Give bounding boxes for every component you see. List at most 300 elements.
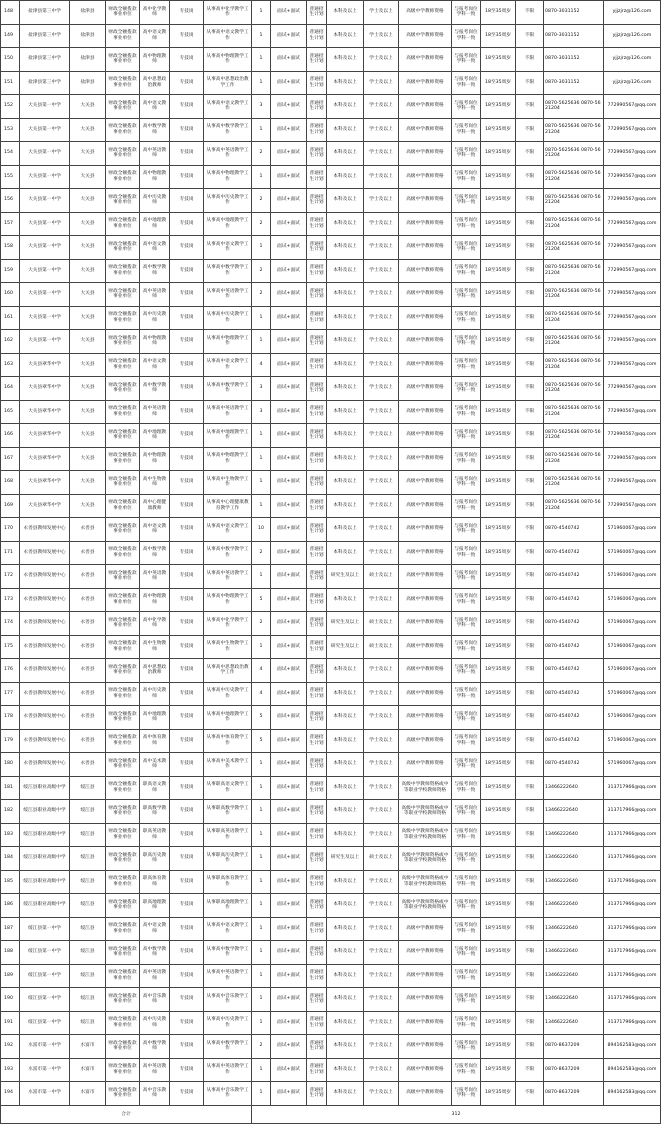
county-cell: 永善县 [70,659,106,683]
degree-cell: 学士及以上 [364,353,399,377]
qualification-cell: 高级中学教师资格 [399,24,452,48]
position-name-cell: 高中地理教师 [140,212,170,236]
phone-cell: 0870-4540742 [544,659,604,683]
other-requirements-cell: 不限 [516,659,544,683]
education-cell: 本科及以上 [327,1011,364,1035]
job-description-cell: 从事高中物理教学工作 [204,588,252,612]
position-name-cell: 高中音乐教师 [140,1082,170,1106]
position-name-cell: 高中化学教师 [140,1,170,25]
phone-cell: 0870-5625636 0870-5621204 [544,494,604,518]
qualification-cell: 高级中学教师资格 [399,729,452,753]
major-cell: 与报考岗位学科一致 [452,800,481,824]
table-row [1,165,661,189]
email-cell: 313717966@qq.com [604,917,661,941]
qualification-cell: 高级中学教师资格 [399,941,452,965]
exam-method-cell: 面试+面试 [271,659,307,683]
position-type-cell: 专技岗 [170,870,204,894]
major-cell: 与报考岗位学科一致 [452,776,481,800]
position-name-cell: 高中语文教师 [140,24,170,48]
table-row [1,330,661,354]
qualification-cell: 高级中学教师资格或中等职业学校教师资格 [399,847,452,871]
phone-cell: 0870-5625636 0870-5621204 [544,471,604,495]
unit-type-cell: 财政全额拨款事业单位 [106,212,140,236]
county-cell: 大关县 [70,118,106,142]
age-cell: 18至35周岁 [481,447,516,471]
job-description-cell: 从事高中英语教学工作 [204,565,252,589]
phone-cell: 0870-5625636 0870-5621204 [544,353,604,377]
position-name-cell: 高中语文教师 [140,236,170,260]
major-cell: 与报考岗位学科一致 [452,189,481,213]
job-description-cell: 从事高中思想政治教学工作 [204,71,252,95]
position-name-cell: 高中化学教师 [140,612,170,636]
degree-cell: 学士及以上 [364,659,399,683]
age-cell: 18至35周岁 [481,353,516,377]
other-requirements-cell: 不限 [516,1011,544,1035]
degree-cell: 学士及以上 [364,1,399,25]
employer-name-cell: 大关县第一中学 [20,283,70,307]
plan-type-cell: 普通招生计划 [307,847,327,871]
exam-method-cell: 面试+面试 [271,588,307,612]
phone-cell: 13466222640 [544,941,604,965]
qualification-cell: 高级中学教师资格 [399,283,452,307]
plan-type-cell: 普通招生计划 [307,729,327,753]
employer-name-cell: 大关县第一中学 [20,259,70,283]
qualification-cell: 高级中学教师资格 [399,1,452,25]
plan-type-cell: 普通招生计划 [307,165,327,189]
row-number-cell: 181 [1,776,20,800]
qualification-cell: 高级中学教师资格 [399,541,452,565]
headcount-cell: 5 [252,588,271,612]
job-description-cell: 从事高中地理教学工作 [204,424,252,448]
plan-type-cell: 普通招生计划 [307,24,327,48]
headcount-cell: 1 [252,847,271,871]
headcount-cell: 2 [252,283,271,307]
degree-cell: 学士及以上 [364,1082,399,1106]
position-type-cell: 专技岗 [170,541,204,565]
qualification-cell: 高级中学教师资格或中等职业学校教师资格 [399,776,452,800]
employer-name-cell: 大关县翠华中学 [20,424,70,448]
qualification-cell: 高级中学教师资格 [399,518,452,542]
table-row [1,541,661,565]
row-number-cell: 168 [1,471,20,495]
phone-cell: 0870-5625636 0870-5621204 [544,424,604,448]
qualification-cell: 高级中学教师资格 [399,612,452,636]
education-cell: 本科及以上 [327,753,364,777]
headcount-cell: 4 [252,659,271,683]
exam-method-cell: 面试+面试 [271,565,307,589]
position-type-cell: 专技岗 [170,400,204,424]
county-cell: 绥江县 [70,917,106,941]
employer-name-cell: 永善县教师发展中心 [20,541,70,565]
row-number-cell: 158 [1,236,20,260]
county-cell: 大关县 [70,236,106,260]
phone-cell: 13466222640 [544,964,604,988]
degree-cell: 学士及以上 [364,870,399,894]
other-requirements-cell: 不限 [516,400,544,424]
row-number-cell: 185 [1,870,20,894]
qualification-cell: 高级中学教师资格 [399,682,452,706]
plan-type-cell: 普通招生计划 [307,1035,327,1059]
unit-type-cell: 财政全额拨款事业单位 [106,1,140,25]
education-cell: 本科及以上 [327,729,364,753]
position-type-cell: 专技岗 [170,48,204,72]
employer-name-cell: 盐津县第三中学 [20,48,70,72]
row-number-cell: 155 [1,165,20,189]
exam-method-cell: 面试+面试 [271,189,307,213]
job-description-cell: 从事高中化学教学工作 [204,612,252,636]
education-cell: 本科及以上 [327,588,364,612]
education-cell: 研究生及以上 [327,847,364,871]
qualification-cell: 高级中学教师资格 [399,1058,452,1082]
exam-method-cell: 面试+面试 [271,494,307,518]
table-row [1,635,661,659]
exam-method-cell: 面试+面试 [271,870,307,894]
age-cell: 18至35周岁 [481,71,516,95]
plan-type-cell: 普通招生计划 [307,330,327,354]
headcount-cell: 3 [252,377,271,401]
employer-name-cell: 盐津县第三中学 [20,1,70,25]
phone-cell: 0870-5625636 0870-5621204 [544,330,604,354]
plan-type-cell: 普通招生计划 [307,565,327,589]
county-cell: 大关县 [70,212,106,236]
table-row [1,753,661,777]
row-number-cell: 186 [1,894,20,918]
email-cell: 313717966@qq.com [604,988,661,1012]
degree-cell: 学士及以上 [364,1058,399,1082]
position-name-cell: 高中英语教师 [140,400,170,424]
plan-type-cell: 普通招生计划 [307,400,327,424]
county-cell: 水富市 [70,1082,106,1106]
phone-cell: 0870-3031152 [544,48,604,72]
position-type-cell: 专技岗 [170,189,204,213]
unit-type-cell: 财政全额拨款事业单位 [106,1058,140,1082]
row-number-cell: 151 [1,71,20,95]
major-cell: 与报考岗位学科一致 [452,988,481,1012]
total-row [1,1105,661,1124]
unit-type-cell: 财政全额拨款事业单位 [106,330,140,354]
headcount-cell: 1 [252,71,271,95]
education-cell: 本科及以上 [327,165,364,189]
exam-method-cell: 面试+面试 [271,236,307,260]
email-cell: 772990567@qq.com [604,259,661,283]
plan-type-cell: 普通招生计划 [307,635,327,659]
job-description-cell: 从事职高历史教学工作 [204,847,252,871]
qualification-cell: 高级中学教师资格 [399,988,452,1012]
education-cell: 本科及以上 [327,917,364,941]
qualification-cell: 高级中学教师资格 [399,659,452,683]
table-row [1,494,661,518]
position-type-cell: 专技岗 [170,823,204,847]
unit-type-cell: 财政全额拨款事业单位 [106,1082,140,1106]
age-cell: 18至35周岁 [481,165,516,189]
exam-method-cell: 面试+面试 [271,1035,307,1059]
degree-cell: 学士及以上 [364,729,399,753]
row-number-cell: 170 [1,518,20,542]
plan-type-cell: 普通招生计划 [307,753,327,777]
phone-cell: 0870-3031152 [544,1,604,25]
row-number-cell: 152 [1,95,20,119]
major-cell: 与报考岗位学科一致 [452,823,481,847]
other-requirements-cell: 不限 [516,48,544,72]
age-cell: 18至35周岁 [481,24,516,48]
employer-name-cell: 大关县第一中学 [20,95,70,119]
county-cell: 绥江县 [70,800,106,824]
plan-type-cell: 普通招生计划 [307,612,327,636]
total-label: 合计 [1,1105,252,1124]
employer-name-cell: 盐津县第三中学 [20,71,70,95]
major-cell: 与报考岗位学科一致 [452,494,481,518]
position-type-cell: 专技岗 [170,71,204,95]
degree-cell: 学士及以上 [364,142,399,166]
other-requirements-cell: 不限 [516,541,544,565]
degree-cell: 学士及以上 [364,377,399,401]
email-cell: 772990567@qq.com [604,424,661,448]
email-cell: 772990567@qq.com [604,330,661,354]
email-cell: 571960067@qq.com [604,729,661,753]
headcount-cell: 5 [252,706,271,730]
age-cell: 18至35周岁 [481,823,516,847]
unit-type-cell: 财政全额拨款事业单位 [106,1011,140,1035]
qualification-cell: 高级中学教师资格 [399,212,452,236]
row-number-cell: 153 [1,118,20,142]
plan-type-cell: 普通招生计划 [307,941,327,965]
email-cell: 313717966@qq.com [604,894,661,918]
email-cell: 313717966@qq.com [604,776,661,800]
email-cell: 571960067@qq.com [604,753,661,777]
unit-type-cell: 财政全额拨款事业单位 [106,259,140,283]
age-cell: 18至35周岁 [481,753,516,777]
row-number-cell: 160 [1,283,20,307]
plan-type-cell: 普通招生计划 [307,988,327,1012]
other-requirements-cell: 不限 [516,800,544,824]
education-cell: 本科及以上 [327,48,364,72]
plan-type-cell: 普通招生计划 [307,706,327,730]
phone-cell: 0870-5625636 0870-5621204 [544,377,604,401]
major-cell: 与报考岗位学科一致 [452,729,481,753]
age-cell: 18至35周岁 [481,894,516,918]
table-row [1,189,661,213]
unit-type-cell: 财政全额拨款事业单位 [106,400,140,424]
qualification-cell: 高级中学教师资格 [399,471,452,495]
qualification-cell: 高级中学教师资格 [399,400,452,424]
position-type-cell: 专技岗 [170,753,204,777]
major-cell: 与报考岗位学科一致 [452,1011,481,1035]
other-requirements-cell: 不限 [516,518,544,542]
table-row [1,259,661,283]
table-row [1,776,661,800]
phone-cell: 13466222640 [544,917,604,941]
phone-cell: 0870-5625636 0870-5621204 [544,189,604,213]
headcount-cell: 1 [252,306,271,330]
qualification-cell: 高级中学教师资格 [399,494,452,518]
employer-name-cell: 绥江县职业高级中学 [20,870,70,894]
age-cell: 18至35周岁 [481,518,516,542]
education-cell: 本科及以上 [327,447,364,471]
job-description-cell: 从事高中物理教学工作 [204,330,252,354]
county-cell: 永善县 [70,635,106,659]
plan-type-cell: 普通招生计划 [307,1,327,25]
employer-name-cell: 绥江县职业高级中学 [20,894,70,918]
education-cell: 本科及以上 [327,659,364,683]
unit-type-cell: 财政全额拨款事业单位 [106,377,140,401]
major-cell: 与报考岗位学科一致 [452,894,481,918]
major-cell: 与报考岗位学科一致 [452,659,481,683]
employer-name-cell: 大关县第一中学 [20,165,70,189]
table-row [1,142,661,166]
major-cell: 与报考岗位学科一致 [452,635,481,659]
headcount-cell: 1 [252,1082,271,1106]
unit-type-cell: 财政全额拨款事业单位 [106,541,140,565]
unit-type-cell: 财政全额拨款事业单位 [106,518,140,542]
job-description-cell: 从事高中语文教学工作 [204,353,252,377]
plan-type-cell: 普通招生计划 [307,48,327,72]
age-cell: 18至35周岁 [481,494,516,518]
table-row [1,847,661,871]
employer-name-cell: 大关县翠华中学 [20,471,70,495]
unit-type-cell: 财政全额拨款事业单位 [106,635,140,659]
other-requirements-cell: 不限 [516,71,544,95]
table-row [1,400,661,424]
position-name-cell: 高中语文教师 [140,518,170,542]
headcount-cell: 1 [252,565,271,589]
major-cell: 与报考岗位学科一致 [452,306,481,330]
email-cell: 772990567@qq.com [604,306,661,330]
other-requirements-cell: 不限 [516,729,544,753]
other-requirements-cell: 不限 [516,682,544,706]
major-cell: 与报考岗位学科一致 [452,118,481,142]
age-cell: 18至35周岁 [481,964,516,988]
position-name-cell: 高中语文教师 [140,95,170,119]
age-cell: 18至35周岁 [481,400,516,424]
unit-type-cell: 财政全额拨款事业单位 [106,165,140,189]
qualification-cell: 高级中学教师资格 [399,330,452,354]
job-description-cell: 从事高中地理教学工作 [204,212,252,236]
employer-name-cell: 大关县翠华中学 [20,400,70,424]
unit-type-cell: 财政全额拨款事业单位 [106,447,140,471]
degree-cell: 学士及以上 [364,236,399,260]
age-cell: 18至35周岁 [481,870,516,894]
other-requirements-cell: 不限 [516,24,544,48]
qualification-cell: 高级中学教师资格 [399,964,452,988]
county-cell: 大关县 [70,142,106,166]
major-cell: 与报考岗位学科一致 [452,541,481,565]
qualification-cell: 高级中学教师资格 [399,306,452,330]
major-cell: 与报考岗位学科一致 [452,165,481,189]
education-cell: 本科及以上 [327,259,364,283]
degree-cell: 学士及以上 [364,706,399,730]
position-type-cell: 专技岗 [170,118,204,142]
degree-cell: 学士及以上 [364,283,399,307]
headcount-cell: 5 [252,729,271,753]
employer-name-cell: 水富市第一中学 [20,1058,70,1082]
major-cell: 与报考岗位学科一致 [452,283,481,307]
job-description-cell: 从事高中思想政治教学工作 [204,659,252,683]
position-type-cell: 专技岗 [170,964,204,988]
age-cell: 18至35周岁 [481,118,516,142]
position-type-cell: 专技岗 [170,1058,204,1082]
headcount-cell: 1 [252,236,271,260]
plan-type-cell: 普通招生计划 [307,518,327,542]
job-description-cell: 从事高中语文教学工作 [204,24,252,48]
county-cell: 绥江县 [70,870,106,894]
degree-cell: 学士及以上 [364,941,399,965]
row-number-cell: 156 [1,189,20,213]
job-description-cell: 从事高中生物教学工作 [204,635,252,659]
table-row [1,682,661,706]
position-name-cell: 高中历史教师 [140,189,170,213]
job-description-cell: 从事高中体育教学工作 [204,729,252,753]
row-number-cell: 161 [1,306,20,330]
exam-method-cell: 面试+面试 [271,330,307,354]
plan-type-cell: 普通招生计划 [307,259,327,283]
position-type-cell: 专技岗 [170,894,204,918]
email-cell: 772990567@qq.com [604,95,661,119]
age-cell: 18至35周岁 [481,941,516,965]
position-name-cell: 高中生物教师 [140,635,170,659]
phone-cell: 0870-5625636 0870-5621204 [544,283,604,307]
major-cell: 与报考岗位学科一致 [452,212,481,236]
job-description-cell: 从事高中历史教学工作 [204,1011,252,1035]
exam-method-cell: 面试+面试 [271,988,307,1012]
plan-type-cell: 普通招生计划 [307,236,327,260]
plan-type-cell: 普通招生计划 [307,917,327,941]
qualification-cell: 高级中学教师资格或中等职业学校教师资格 [399,870,452,894]
county-cell: 永善县 [70,753,106,777]
plan-type-cell: 普通招生计划 [307,471,327,495]
age-cell: 18至35周岁 [481,424,516,448]
table-row [1,988,661,1012]
plan-type-cell: 普通招生计划 [307,588,327,612]
row-number-cell: 184 [1,847,20,871]
exam-method-cell: 面试+面试 [271,612,307,636]
headcount-cell: 1 [252,447,271,471]
employer-name-cell: 大关县第一中学 [20,236,70,260]
age-cell: 18至35周岁 [481,471,516,495]
qualification-cell: 高级中学教师资格 [399,1011,452,1035]
unit-type-cell: 财政全额拨款事业单位 [106,964,140,988]
education-cell: 本科及以上 [327,706,364,730]
table-row [1,917,661,941]
plan-type-cell: 普通招生计划 [307,212,327,236]
age-cell: 18至35周岁 [481,377,516,401]
county-cell: 绥江县 [70,988,106,1012]
job-description-cell: 从事职高数学教学工作 [204,800,252,824]
education-cell: 研究生及以上 [327,635,364,659]
plan-type-cell: 普通招生计划 [307,353,327,377]
unit-type-cell: 财政全额拨款事业单位 [106,941,140,965]
degree-cell: 学士及以上 [364,518,399,542]
plan-type-cell: 普通招生计划 [307,870,327,894]
degree-cell: 学士及以上 [364,71,399,95]
exam-method-cell: 面试+面试 [271,424,307,448]
email-cell: yjjzjrz@126.com [604,71,661,95]
table-row [1,941,661,965]
email-cell: 894162583@qq.com [604,1035,661,1059]
row-number-cell: 167 [1,447,20,471]
degree-cell: 学士及以上 [364,588,399,612]
exam-method-cell: 面试+面试 [271,1011,307,1035]
job-description-cell: 从事高中美术教学工作 [204,753,252,777]
table-row [1,471,661,495]
other-requirements-cell: 不限 [516,283,544,307]
position-type-cell: 专技岗 [170,1082,204,1106]
position-name-cell: 高中英语教师 [140,1058,170,1082]
age-cell: 18至35周岁 [481,1,516,25]
age-cell: 18至35周岁 [481,142,516,166]
employer-name-cell: 大关县第一中学 [20,142,70,166]
exam-method-cell: 面试+面试 [271,377,307,401]
phone-cell: 0870-4540742 [544,635,604,659]
